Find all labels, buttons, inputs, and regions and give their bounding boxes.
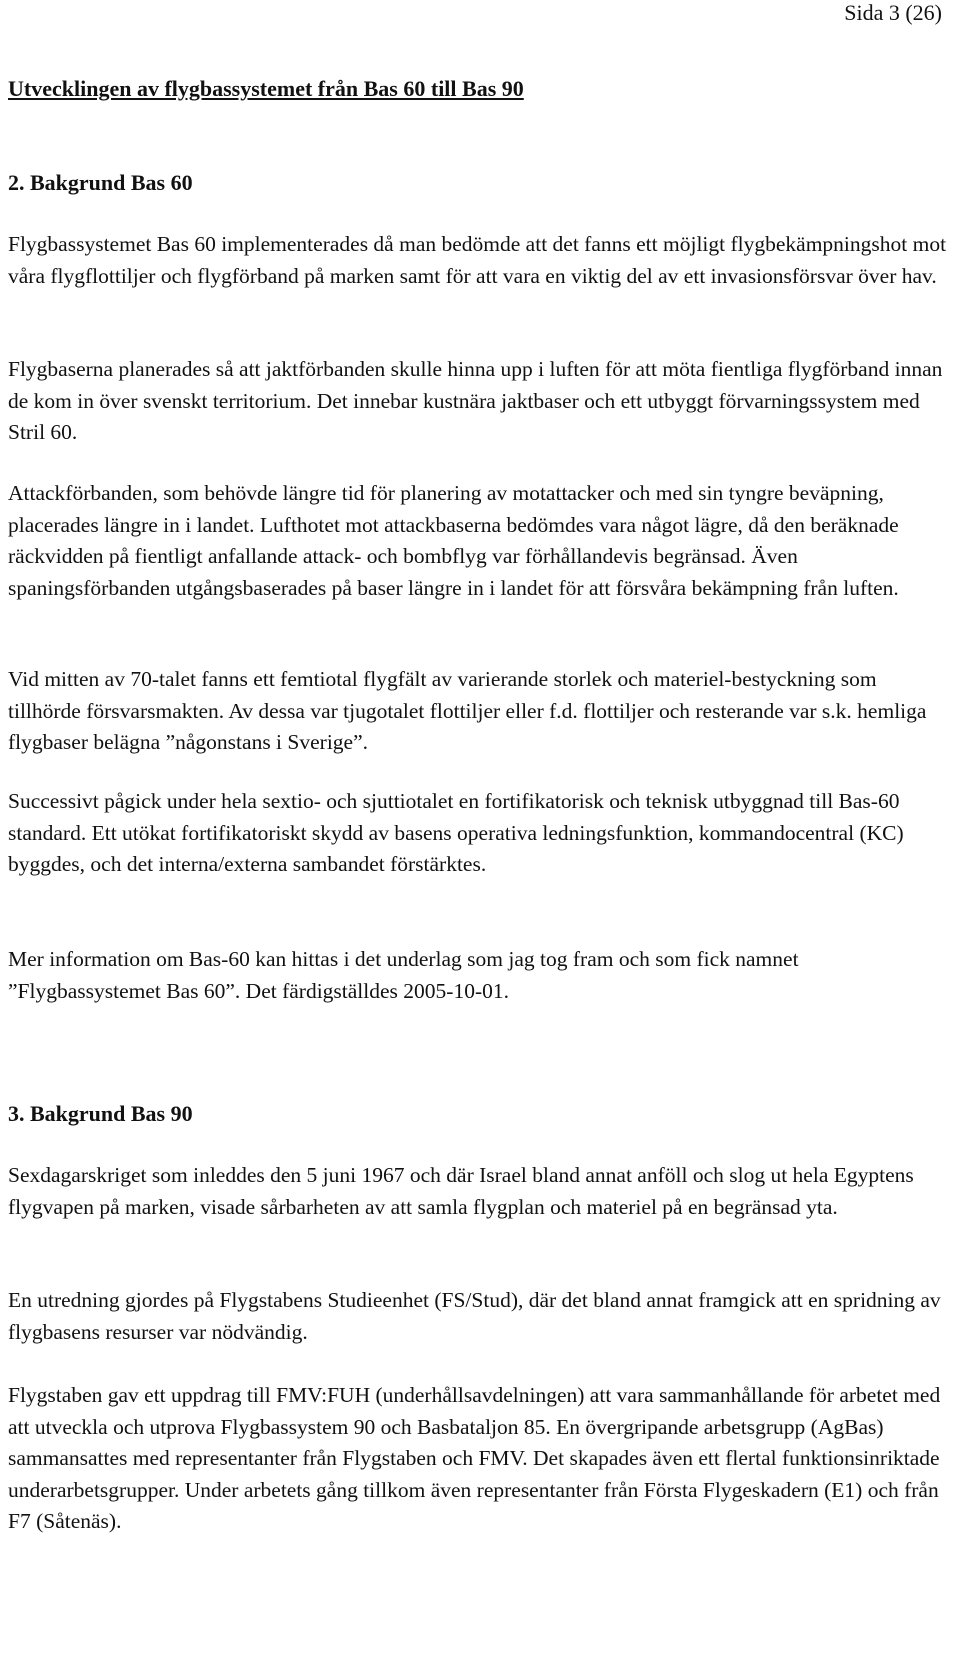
paragraph: Flygbaserna planerades så att jaktförbanden skulle hinna upp i luften för att möta fientliga flygförband innan de kom in över svenskt territorium. Det innebar kustnära jaktbaser och ett utbyggt förvarningssystem med Stril 60. [8,357,943,444]
section-heading-bas-60: 2. Bakgrund Bas 60 [8,170,193,195]
paragraph: Vid mitten av 70-talet fanns ett femtiotal flygfält av varierande storlek och materiel-bestyckning som tillhörde försvarsmakten. Av dessa var tjugotalet flottiljer eller f.d. flottiljer och resterande var s.k. hemliga flygbaser belägna ”någonstans i Sverige”. [8,667,927,754]
paragraph: Attackförbanden, som behövde längre tid för planering av motattacker och med sin tyngre beväpning, placerades längre in i landet. Lufthotet mot attackbaserna bedömdes vara något lägre, då den beräknade räckvidden på fientligt anfallande attack- och bombflyg var förhållandevis begränsad. Även spaningsförbanden utgångsbaserades på baser längre in i landet för att försvåra bekämpning från luften. [8,481,899,600]
paragraph: Sexdagarskriget som inleddes den 5 juni 1967 och där Israel bland annat anföll och slog ut hela Egyptens flygvapen på marken, visade sårbarheten av att samla flygplan och materiel på en begränsad yta. [8,1163,914,1219]
paragraph: Flygstaben gav ett uppdrag till FMV:FUH (underhållsavdelningen) att vara sammanhållande för arbetet med att utveckla och utprova Flygbassystem 90 och Basbataljon 85. En övergripande arbetsgrupp (AgBas) sammansattes med representanter från Flygstaben och FMV. Det skapades även ett flertal funktionsinriktade underarbetsgrupper. Under arbetets gång tillkom även representanter från Första Flygeskadern (E1) och från F7 (Såtenäs). [8,1383,941,1533]
paragraph: En utredning gjordes på Flygstabens Studieenhet (FS/Stud), där det bland annat framgick att en spridning av flygbasens resurser var nödvändig. [8,1288,941,1344]
paragraph: Successivt pågick under hela sextio- och sjuttiotalet en fortifikatorisk och teknisk utbyggnad till Bas-60 standard. Ett utökat fortifikatoriskt skydd av basens operativa ledningsfunktion, kommandocentral (KC) byggdes, och det interna/externa sambandet förstärktes. [8,789,904,876]
paragraph: Flygbassystemet Bas 60 implementerades då man bedömde att det fanns ett möjligt flygbekämpningshot mot våra flygflottiljer och flygförband på marken samt för att vara en viktig del av ett invasionsförsvar över hav. [8,232,947,288]
document-title: Utvecklingen av flygbassystemet från Bas 60 till Bas 90 [8,76,524,101]
page-number: Sida 3 (26) [844,0,942,25]
paragraph: Mer information om Bas-60 kan hittas i det underlag som jag tog fram och som fick namnet ”Flygbassystemet Bas 60”. Det färdigställdes 2005-10-01. [8,947,799,1003]
section-heading-bas-90: 3. Bakgrund Bas 90 [8,1101,193,1126]
